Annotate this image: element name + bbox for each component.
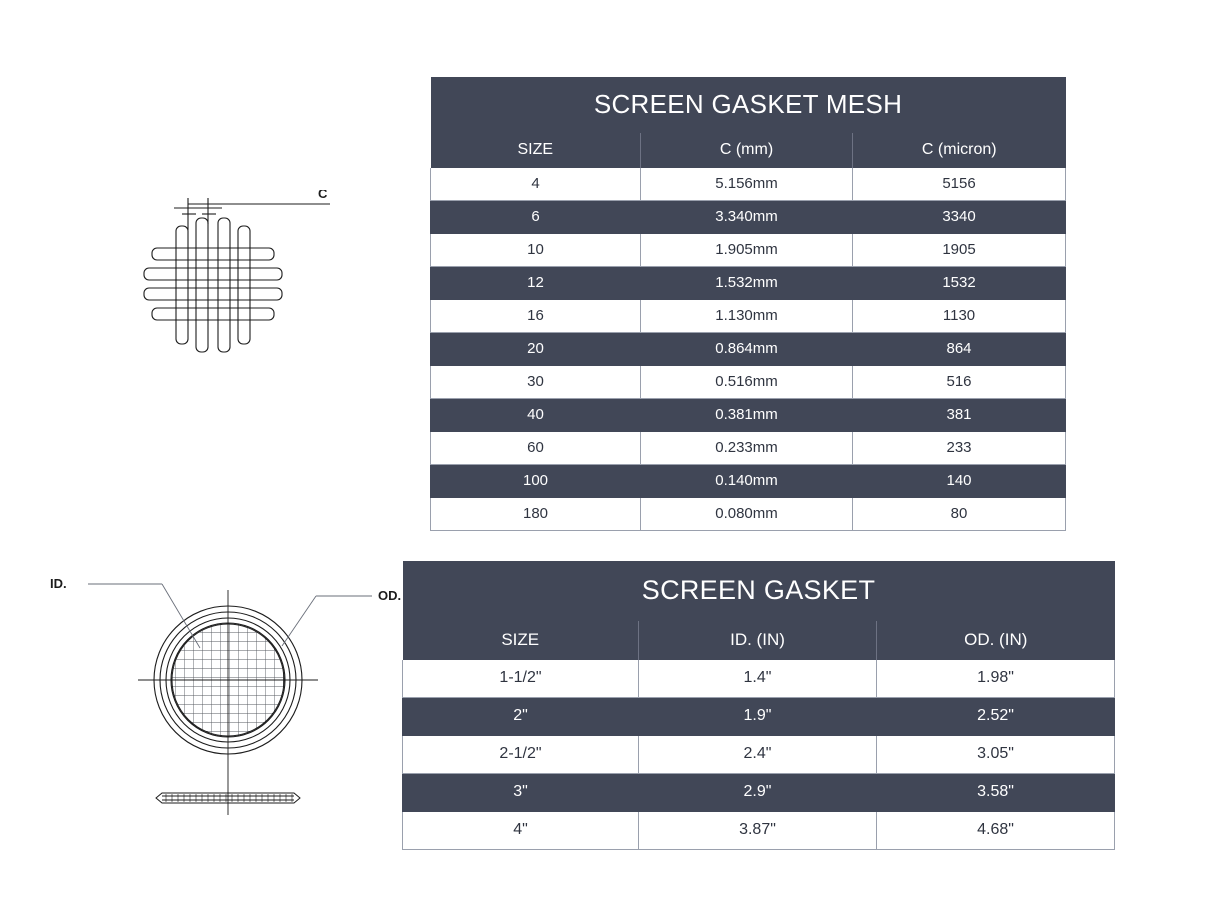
mesh-detail-svg <box>130 190 360 370</box>
cell-micron: 3340 <box>853 201 1066 234</box>
table-row <box>431 498 1066 531</box>
cell-od: 3.58" <box>877 774 1115 812</box>
table-row <box>431 366 1066 399</box>
cell-mm: 5.156mm <box>641 168 853 201</box>
table-title-row <box>431 77 1066 133</box>
cell-mm: 0.233mm <box>641 432 853 465</box>
cell-size: 16 <box>431 300 641 333</box>
cell-micron: 80 <box>853 498 1066 531</box>
cell-size: 20 <box>431 333 641 366</box>
cell-size: 4" <box>403 812 639 850</box>
cell-micron: 1532 <box>853 267 1066 300</box>
cell-size: 12 <box>431 267 641 300</box>
cell-mm: 0.140mm <box>641 465 853 498</box>
mesh-dimension-lines <box>174 198 330 230</box>
table-row <box>431 465 1066 498</box>
table-row <box>431 399 1066 432</box>
cell-size: 1-1/2" <box>403 660 639 698</box>
table-title-row <box>403 561 1115 621</box>
cell-micron: 381 <box>853 399 1066 432</box>
cell-size: 30 <box>431 366 641 399</box>
cell-mm: 0.864mm <box>641 333 853 366</box>
cell-size: 6 <box>431 201 641 234</box>
table-header-row <box>403 621 1115 660</box>
cell-id: 2.4" <box>639 736 877 774</box>
table-row <box>431 234 1066 267</box>
cell-size: 2-1/2" <box>403 736 639 774</box>
table-row <box>403 660 1115 698</box>
cell-size: 60 <box>431 432 641 465</box>
table-header-row <box>431 133 1066 168</box>
gasket-svg <box>40 560 420 860</box>
cell-od: 4.68" <box>877 812 1115 850</box>
mesh-vertical-wires <box>176 218 250 352</box>
gasket-mesh-fill <box>168 620 292 744</box>
cell-size: 3" <box>403 774 639 812</box>
cell-mm: 1.130mm <box>641 300 853 333</box>
gasket-drawing <box>40 560 420 865</box>
mesh-col-c-mm: C (mm) <box>641 133 853 168</box>
cell-mm: 0.381mm <box>641 399 853 432</box>
cell-od: 1.98" <box>877 660 1115 698</box>
cell-size: 4 <box>431 168 641 201</box>
table-row <box>431 201 1066 234</box>
cell-size: 2" <box>403 698 639 736</box>
cell-id: 3.87" <box>639 812 877 850</box>
cell-size: 10 <box>431 234 641 267</box>
cell-od: 3.05" <box>877 736 1115 774</box>
mesh-col-size: SIZE <box>431 133 641 168</box>
mesh-table-title: SCREEN GASKET MESH <box>431 77 1066 133</box>
screen-gasket-mesh-table <box>430 77 1066 531</box>
cell-mm: 0.516mm <box>641 366 853 399</box>
cell-micron: 5156 <box>853 168 1066 201</box>
screen-gasket-table <box>402 561 1115 850</box>
cell-micron: 516 <box>853 366 1066 399</box>
cell-od: 2.52" <box>877 698 1115 736</box>
cell-size: 100 <box>431 465 641 498</box>
mesh-detail-drawing <box>130 190 360 375</box>
id-label: ID. <box>50 576 67 591</box>
cell-micron: 1905 <box>853 234 1066 267</box>
gasket-col-id: ID. (IN) <box>639 621 877 660</box>
cell-micron: 140 <box>853 465 1066 498</box>
od-label: OD. <box>378 588 402 603</box>
cell-id: 2.9" <box>639 774 877 812</box>
gasket-col-size: SIZE <box>403 621 639 660</box>
table-row <box>431 432 1066 465</box>
cell-mm: 0.080mm <box>641 498 853 531</box>
table-row <box>403 736 1115 774</box>
cell-micron: 233 <box>853 432 1066 465</box>
table-row <box>403 774 1115 812</box>
cell-id: 1.4" <box>639 660 877 698</box>
table-row <box>431 300 1066 333</box>
table-row <box>403 698 1115 736</box>
cell-mm: 1.905mm <box>641 234 853 267</box>
table-row <box>431 267 1066 300</box>
cell-size: 180 <box>431 498 641 531</box>
cell-micron: 864 <box>853 333 1066 366</box>
mesh-horizontal-wires <box>144 248 282 320</box>
cell-micron: 1130 <box>853 300 1066 333</box>
mesh-dimension-label: C <box>318 190 328 201</box>
table-row <box>431 168 1066 201</box>
cell-mm: 1.532mm <box>641 267 853 300</box>
table-row <box>431 333 1066 366</box>
gasket-centerlines <box>138 590 318 815</box>
gasket-col-od: OD. (IN) <box>877 621 1115 660</box>
cell-id: 1.9" <box>639 698 877 736</box>
table-row <box>403 812 1115 850</box>
gasket-table-title: SCREEN GASKET <box>403 561 1115 621</box>
cell-size: 40 <box>431 399 641 432</box>
mesh-col-c-micron: C (micron) <box>853 133 1066 168</box>
cell-mm: 3.340mm <box>641 201 853 234</box>
